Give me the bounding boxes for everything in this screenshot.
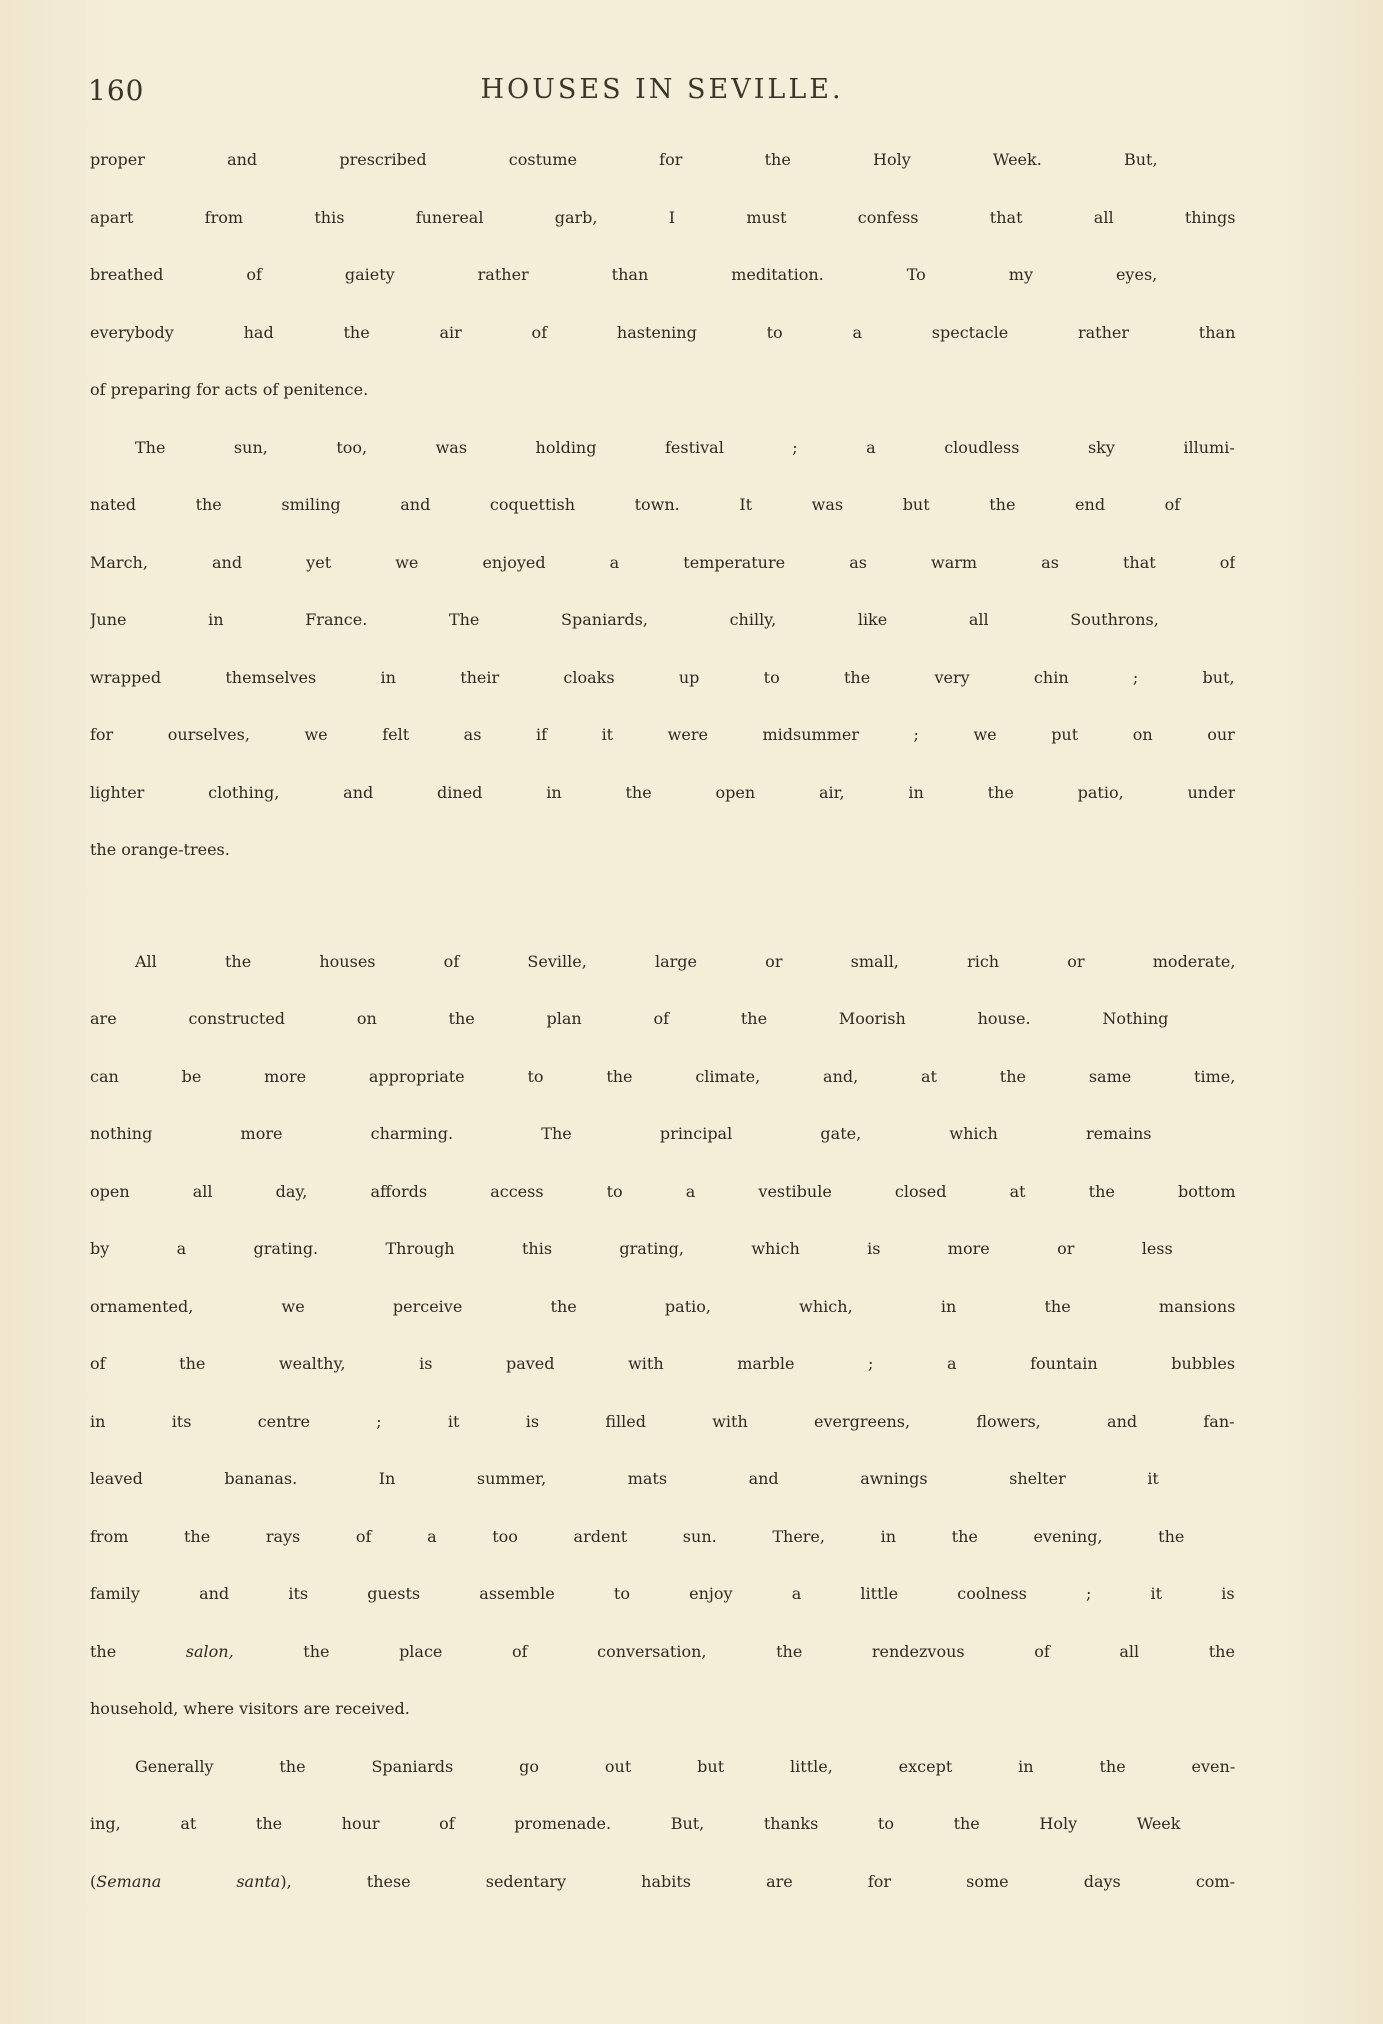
text-line: of preparing for acts of penitence. xyxy=(90,380,369,399)
text-line: can be more appropriate to the climate, and, at the same time, xyxy=(90,1066,1235,1086)
text-line: in its centre ; it is filled with evergreens, flowers, and fan- xyxy=(90,1411,1235,1431)
text-line-with-italic xyxy=(90,1872,1235,1930)
text-line: the orange-trees. xyxy=(90,840,230,859)
text-line: are constructed on the plan of the Moorish house. Nothing xyxy=(90,1009,1169,1028)
paragraph-1 xyxy=(90,150,1235,438)
text-line: from the rays of a too ardent sun. There, in the evening, the xyxy=(90,1526,1185,1546)
text-line: June in France. The Spaniards, chilly, like all Southrons, xyxy=(90,610,1159,629)
text-line-with-italic xyxy=(90,1642,1235,1700)
paragraph-4 xyxy=(90,1757,1235,1930)
paragraph-2 xyxy=(90,438,1235,898)
text-line: leaved bananas. In summer, mats and awnings shelter it xyxy=(90,1469,1159,1488)
running-head xyxy=(88,74,1236,114)
text-line: nated the smiling and coquettish town. It was but the end of xyxy=(90,495,1181,514)
text-line: ing, at the hour of promenade. But, thanks to the Holy Week xyxy=(90,1814,1181,1833)
line-segment: ( xyxy=(90,1871,97,1891)
line-segment: ), these sedentary habits are for some days com- xyxy=(280,1871,1235,1891)
text-line: apart from this funereal garb, I must confess that all things xyxy=(90,207,1235,227)
text-line: lighter clothing, and dined in the open air, in the patio, under xyxy=(90,782,1235,802)
text-line: wrapped themselves in their cloaks up to the very chin ; but, xyxy=(90,667,1235,687)
running-title: HOUSES IN SEVILLE. xyxy=(480,74,844,105)
text-line: for ourselves, we felt as if it were midsummer ; we put on our xyxy=(90,725,1235,744)
line-segment: the place of conversation, the rendezvous of all the xyxy=(233,1641,1235,1661)
section-break xyxy=(90,898,1235,952)
text-line: March, and yet we enjoyed a temperature as warm as that of xyxy=(90,552,1235,572)
text-line: proper and prescribed costume for the Holy Week. But, xyxy=(90,150,1158,169)
text-line: family and its guests assemble to enjoy a little coolness ; it is xyxy=(90,1584,1235,1603)
italic-term: Semana santa xyxy=(96,1871,281,1891)
text-line: nothing more charming. The principal gate, which remains xyxy=(90,1124,1152,1143)
text-line: The sun, too, was holding festival ; a cloudless sky illumi- xyxy=(135,437,1235,457)
text-line: household, where visitors are received. xyxy=(90,1699,410,1718)
text-line: breathed of gaiety rather than meditation. To my eyes, xyxy=(90,265,1158,284)
text-line: ornamented, we perceive the patio, which, in the mansions xyxy=(90,1296,1235,1316)
line-segment: the xyxy=(90,1641,186,1661)
text-line: everybody had the air of hastening to a spectacle rather than xyxy=(90,322,1235,342)
text-line: by a grating. Through this grating, which is more or less xyxy=(90,1239,1173,1258)
text-line: Generally the Spaniards go out but little, except in the even- xyxy=(135,1756,1235,1776)
text-line: open all day, affords access to a vestibule closed at the bottom xyxy=(90,1181,1235,1201)
text-line: of the wealthy, is paved with marble ; a fountain bubbles xyxy=(90,1354,1235,1373)
text-line: All the houses of Seville, large or small, rich or moderate, xyxy=(135,951,1235,971)
paragraph-3 xyxy=(90,952,1235,1757)
italic-term: salon, xyxy=(185,1641,234,1661)
page-number: 160 xyxy=(88,74,145,107)
body-text xyxy=(90,150,1235,1929)
